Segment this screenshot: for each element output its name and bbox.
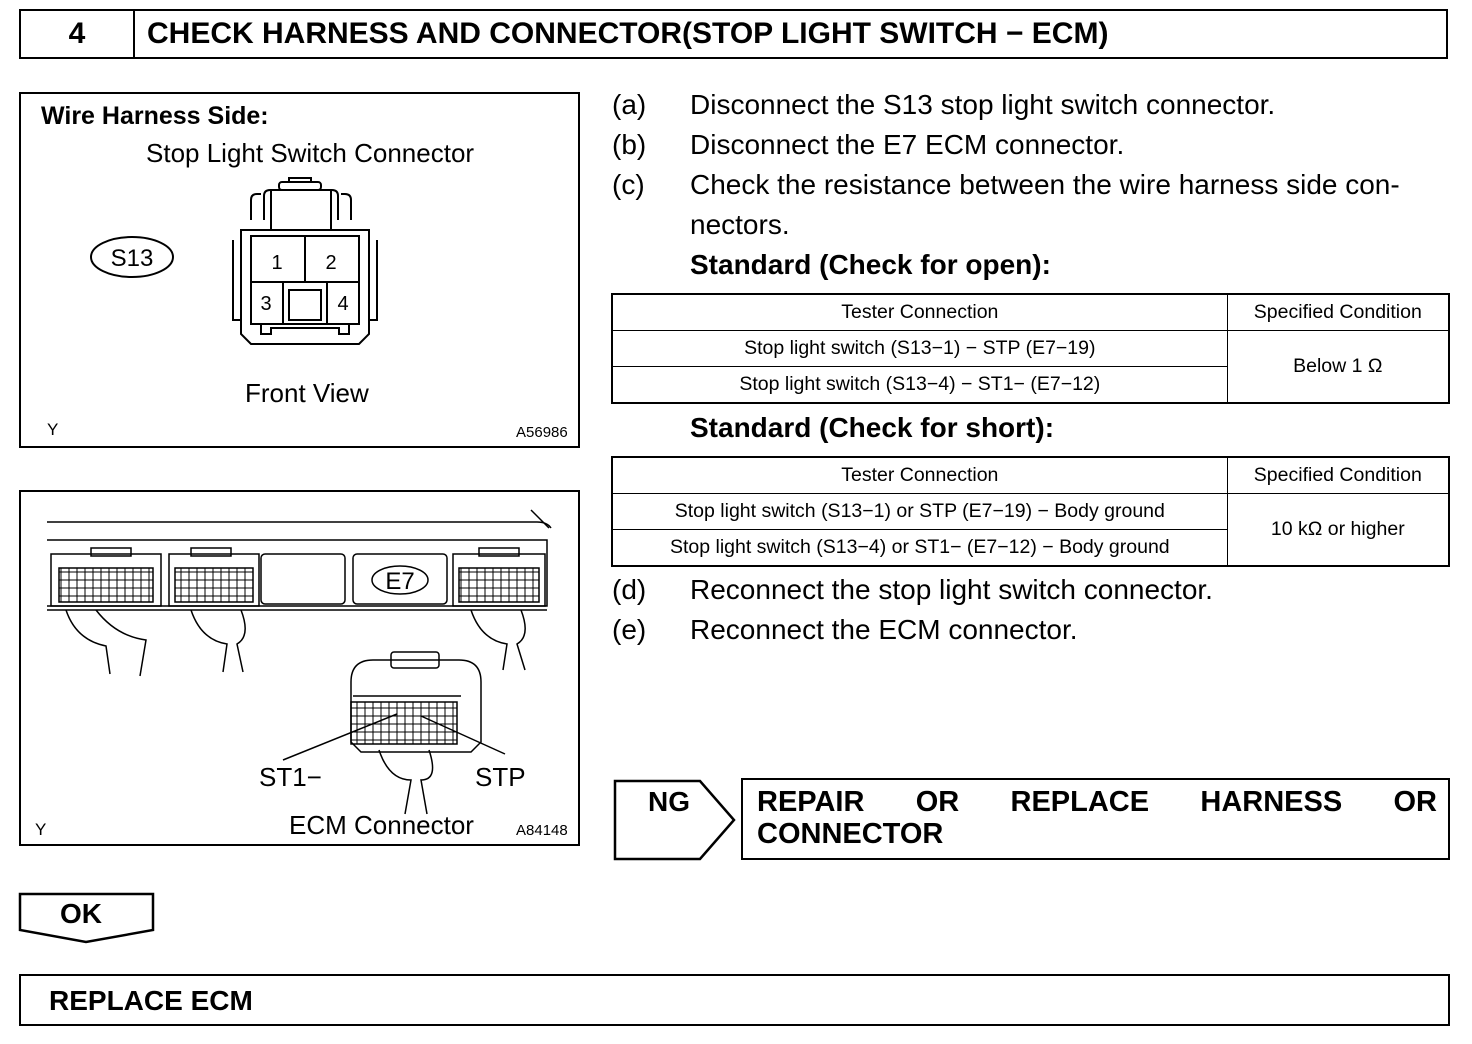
ng-label: NG bbox=[648, 786, 690, 817]
step-text: Reconnect the ECM connector. bbox=[690, 614, 1078, 645]
table-row: Stop light switch (S13−4) − ST1− (E7−12) bbox=[612, 367, 1227, 404]
connector-code-s13: S13 bbox=[110, 245, 154, 272]
pin-2: 2 bbox=[325, 252, 337, 274]
step-letter: (c) bbox=[612, 169, 645, 200]
ecm-connector-figure bbox=[19, 490, 580, 846]
pin-label-st1: ST1− bbox=[259, 762, 322, 792]
step-letter: (e) bbox=[612, 614, 647, 645]
final-action-box bbox=[19, 974, 1450, 1026]
figure-id: A56986 bbox=[516, 424, 568, 441]
connector-name: Stop Light Switch Connector bbox=[146, 138, 475, 168]
ecm-caption: ECM Connector bbox=[289, 810, 474, 840]
ng-action-box bbox=[741, 778, 1450, 860]
corner-label: Y bbox=[47, 420, 59, 439]
pin-4: 4 bbox=[337, 293, 349, 315]
header-specified-condition: Specified Condition bbox=[1227, 294, 1449, 331]
condition-cell: Below 1 Ω bbox=[1227, 331, 1449, 404]
step-letter: (b) bbox=[612, 129, 647, 160]
step-text: Reconnect the stop light switch connector. bbox=[690, 574, 1213, 605]
standard-short-title: Standard (Check for short): bbox=[690, 412, 1055, 443]
stop-light-switch-figure bbox=[19, 92, 580, 448]
final-action-text: REPLACE ECM bbox=[49, 985, 253, 1016]
step-letter: (a) bbox=[612, 89, 647, 120]
table-row: Stop light switch (S13−1) or STP (E7−19) − Body ground bbox=[612, 494, 1227, 530]
figure-heading: Wire Harness Side: bbox=[41, 102, 269, 130]
step-letter: (d) bbox=[612, 574, 647, 605]
ng-word: HARNESS bbox=[1200, 786, 1343, 818]
step-title: CHECK HARNESS AND CONNECTOR(STOP LIGHT SWITCH − ECM) bbox=[147, 17, 1109, 50]
standard-open-title: Standard (Check for open): bbox=[690, 249, 1051, 280]
pin-label-stp: STP bbox=[475, 762, 526, 792]
condition-cell: 10 kΩ or higher bbox=[1227, 494, 1449, 567]
header-specified-condition: Specified Condition bbox=[1227, 457, 1449, 494]
step-text: Check the resistance between the wire harness side con- bbox=[690, 169, 1400, 200]
view-label: Front View bbox=[245, 378, 369, 408]
corner-label: Y bbox=[35, 820, 47, 839]
step-text: nectors. bbox=[690, 209, 790, 240]
header-tester-connection: Tester Connection bbox=[612, 457, 1227, 494]
table-row: Stop light switch (S13−4) or ST1− (E7−12) − Body ground bbox=[612, 530, 1227, 567]
step-text: Disconnect the E7 ECM connector. bbox=[690, 129, 1125, 160]
step-text: Disconnect the S13 stop light switch connector. bbox=[690, 89, 1276, 120]
connector-code-e7: E7 bbox=[385, 568, 415, 595]
open-check-table bbox=[611, 293, 1450, 404]
pin-1: 1 bbox=[271, 252, 283, 274]
ng-word: REPAIR bbox=[757, 786, 865, 818]
step-number: 4 bbox=[21, 11, 135, 57]
table-row: Stop light switch (S13−1) − STP (E7−19) bbox=[612, 331, 1227, 367]
ok-label: OK bbox=[60, 898, 102, 929]
pin-3: 3 bbox=[260, 293, 272, 315]
header-tester-connection: Tester Connection bbox=[612, 294, 1227, 331]
ng-action-line1 bbox=[757, 786, 1437, 819]
step-header bbox=[19, 9, 1448, 59]
ng-action-line2: CONNECTOR bbox=[757, 818, 944, 850]
ng-word: OR bbox=[915, 786, 960, 818]
ng-word: REPLACE bbox=[1010, 786, 1150, 818]
ng-word: OR bbox=[1393, 786, 1437, 818]
figure-id: A84148 bbox=[516, 822, 568, 839]
short-check-table bbox=[611, 456, 1450, 567]
